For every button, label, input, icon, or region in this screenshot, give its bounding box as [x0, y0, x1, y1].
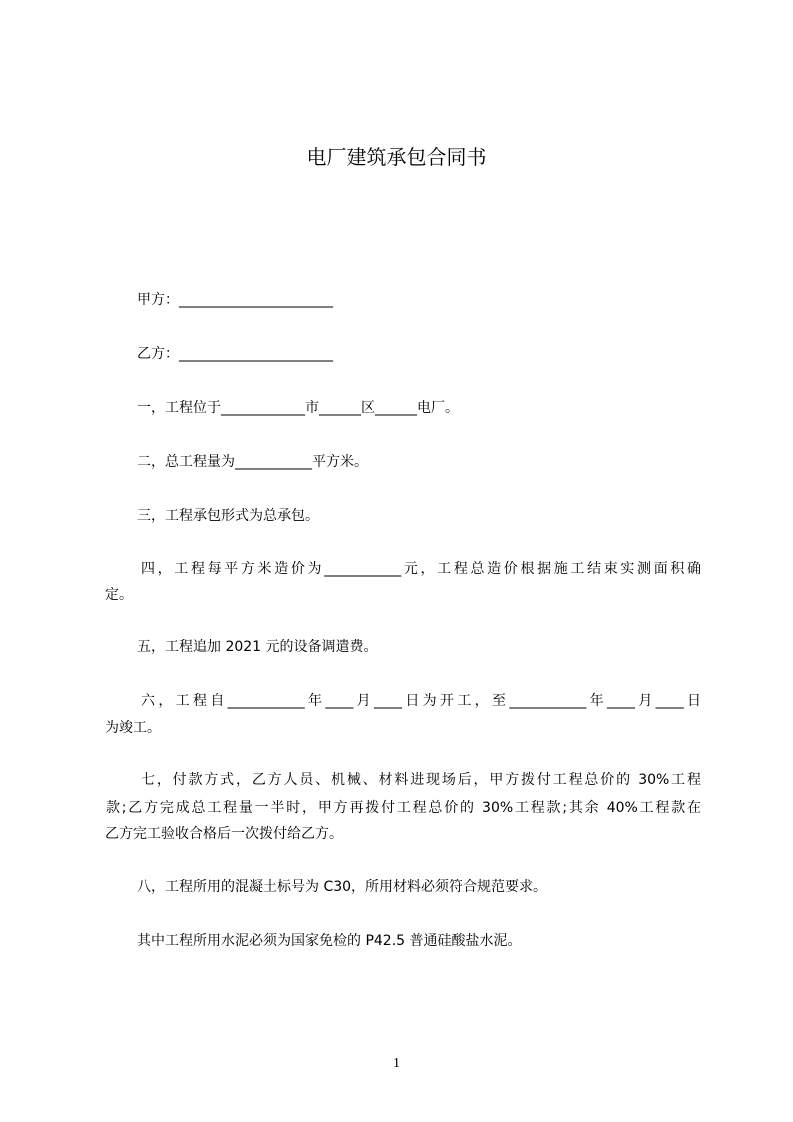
document-title: 电厂建筑承包合同书	[306, 145, 487, 169]
clause-2: 二，总工程量为___________平方米。	[137, 454, 368, 470]
clause-3: 三，工程承包形式为总承包。	[137, 508, 319, 524]
clause-6-line-1: 六，工程自___________年____月____日为开工，至___________年____月____日	[141, 693, 701, 709]
clause-7-line-1: 七，付款方式，乙方人员、机械、材料进现场后，甲方拨付工程总价的 30%工程	[141, 772, 701, 788]
party-a-line: 甲方：______________________	[137, 292, 333, 308]
clause-6-line-2: 为竣工。	[105, 720, 161, 736]
clause-4-line-2: 定。	[105, 587, 133, 603]
clause-7-line-2: 款;乙方完成总工程量一半时，甲方再拨付工程总价的 30%工程款;其余 40%工程款在	[106, 800, 701, 816]
clause-1: 一，工程位于____________市______区______电厂。	[137, 400, 459, 416]
page-number: 1	[393, 1056, 400, 1071]
clause-8-note: 其中工程所用水泥必须为国家免检的 P42.5 普通硅酸盐水泥。	[137, 933, 522, 949]
party-b-line: 乙方：______________________	[137, 346, 333, 362]
clause-8: 八，工程所用的混凝土标号为 C30，所用材料必须符合规范要求。	[137, 879, 548, 895]
clause-4-line-1: 四，工程每平方米造价为___________元，工程总造价根据施工结束实测面积确	[141, 561, 701, 577]
clause-7-line-3: 乙方完工验收合格后一次拨付给乙方。	[105, 826, 343, 842]
clause-5: 五，工程追加 2021 元的设备调遣费。	[137, 639, 378, 655]
